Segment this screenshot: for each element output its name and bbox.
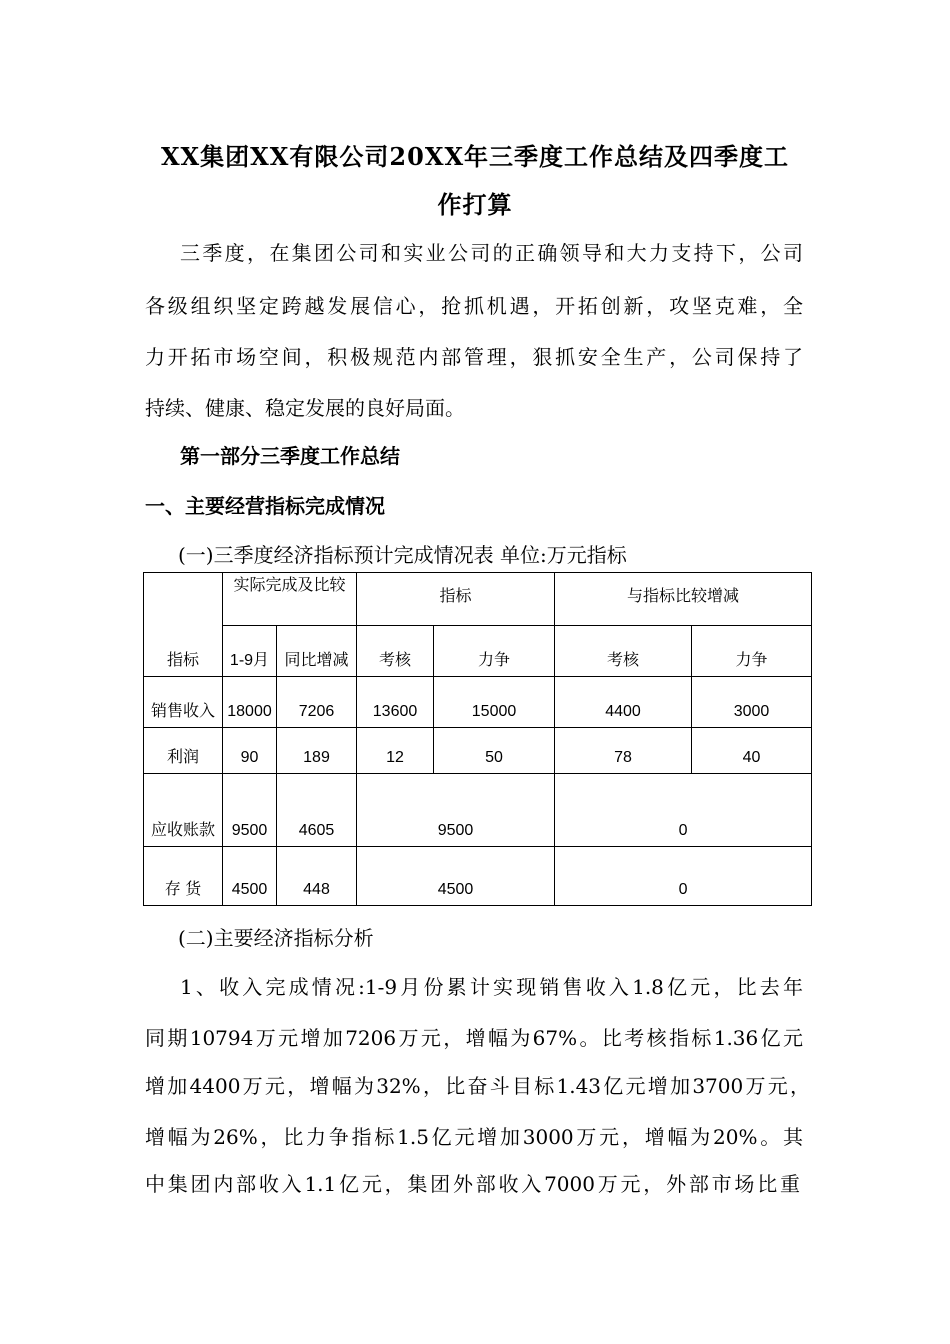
row-label: 应收账款	[144, 774, 223, 847]
cell-cmp-strive: 40	[692, 728, 812, 774]
table-header-row-1	[144, 573, 812, 626]
cell-assess: 13600	[357, 677, 434, 728]
cell-target-merged: 4500	[357, 847, 555, 906]
analysis-line-4: 增幅为26%，比力争指标1.5亿元增加3000万元，增幅为20%。其	[145, 1125, 803, 1149]
intro-line-2: 各级组织坚定跨越发展信心，抢抓机遇，开拓创新，攻坚克难，全	[145, 294, 803, 318]
cell-cmp-strive: 3000	[692, 677, 812, 728]
row-label: 销售收入	[144, 677, 223, 728]
cell-yoy: 448	[277, 847, 357, 906]
header-yoy: 同比增减	[277, 626, 357, 677]
header-assess: 考核	[357, 626, 434, 677]
row-label: 存 货	[144, 847, 223, 906]
cell-assess: 12	[357, 728, 434, 774]
cell-ytd: 90	[223, 728, 277, 774]
cell-strive: 50	[434, 728, 555, 774]
analysis-line-1: 1、收入完成情况:1-9月份累计实现销售收入1.8亿元，比去年	[180, 975, 803, 999]
table-row	[144, 677, 812, 728]
cell-compare-merged: 0	[555, 847, 812, 906]
header-compare-group: 与指标比较增减	[555, 573, 812, 626]
table-caption: (一)三季度经济指标预计完成情况表 单位:万元指标	[178, 543, 627, 567]
cell-yoy: 189	[277, 728, 357, 774]
section-heading: 一、主要经营指标完成情况	[145, 494, 385, 518]
table-row	[144, 728, 812, 774]
header-target-group: 指标	[357, 573, 555, 626]
analysis-line-2: 同期10794万元增加7206万元，增幅为67%。比考核指标1.36亿元	[145, 1026, 803, 1050]
cell-yoy: 7206	[277, 677, 357, 728]
header-cmp-assess: 考核	[555, 626, 692, 677]
cell-yoy: 4605	[277, 774, 357, 847]
table-header-row-2	[144, 626, 812, 677]
intro-line-1: 三季度，在集团公司和实业公司的正确领导和大力支持下，公司	[180, 241, 803, 265]
part-heading: 第一部分三季度工作总结	[180, 444, 400, 468]
cell-compare-merged: 0	[555, 774, 812, 847]
document-title-line1: XX集团XX有限公司20XX年三季度工作总结及四季度工	[160, 142, 790, 171]
subsection-heading-2: (二)主要经济指标分析	[178, 926, 374, 950]
document-title-line2: 作打算	[437, 190, 513, 219]
cell-ytd: 4500	[223, 847, 277, 906]
cell-strive: 15000	[434, 677, 555, 728]
row-label: 利润	[144, 728, 223, 774]
header-indicator: 指标	[144, 573, 223, 677]
header-ytd: 1-9月	[223, 626, 277, 677]
intro-line-4: 持续、健康、稳定发展的良好局面。	[145, 396, 465, 420]
analysis-line-3: 增加4400万元，增幅为32%，比奋斗目标1.43亿元增加3700万元，	[145, 1074, 810, 1098]
cell-ytd: 18000	[223, 677, 277, 728]
table-row	[144, 774, 812, 847]
cell-cmp-assess: 4400	[555, 677, 692, 728]
table-row	[144, 847, 812, 906]
intro-line-3: 力开拓市场空间，积极规范内部管理，狠抓安全生产，公司保持了	[145, 345, 803, 369]
header-strive: 力争	[434, 626, 555, 677]
analysis-line-5: 中集团内部收入1.1亿元，集团外部收入7000万元，外部市场比重	[145, 1172, 800, 1196]
cell-ytd: 9500	[223, 774, 277, 847]
header-cmp-strive: 力争	[692, 626, 812, 677]
cell-target-merged: 9500	[357, 774, 555, 847]
cell-cmp-assess: 78	[555, 728, 692, 774]
header-actual-group: 实际完成及比较	[223, 573, 357, 626]
indicator-table	[143, 572, 812, 906]
